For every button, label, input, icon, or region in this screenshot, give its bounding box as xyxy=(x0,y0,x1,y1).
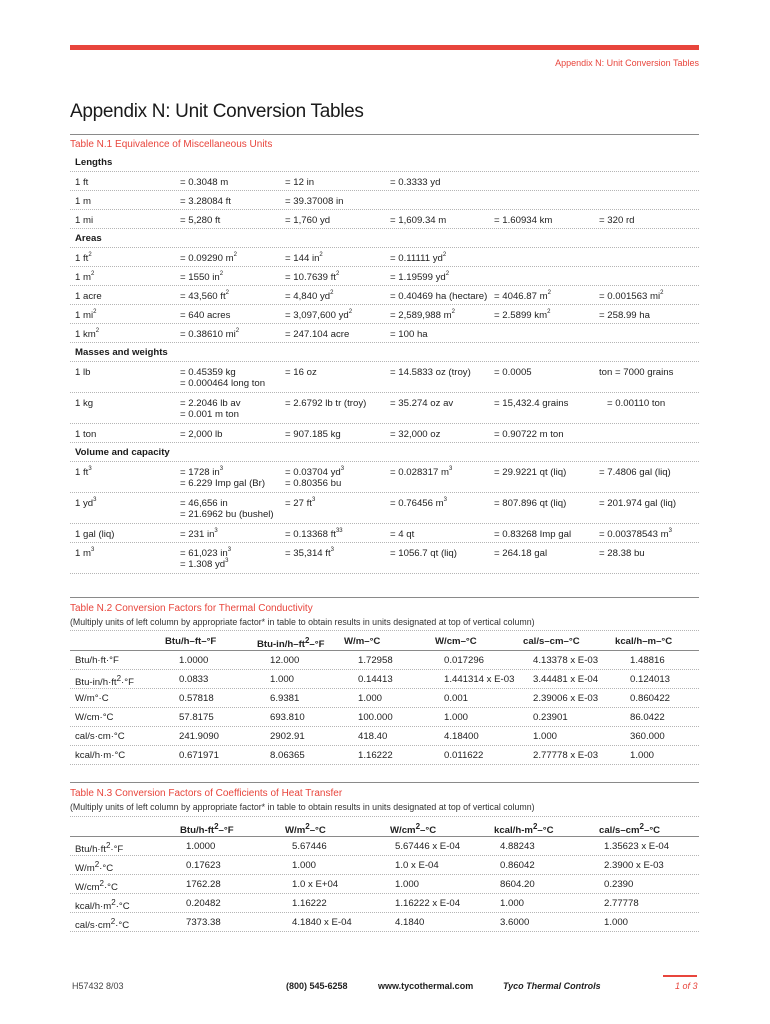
table-n1-cell-eq-2 xyxy=(285,498,315,509)
table-n2-cell: 0.671971 xyxy=(179,750,220,761)
table-n1-cell-line: = 320 rd xyxy=(599,215,635,226)
table-n1-cell-eq-1 xyxy=(180,196,231,207)
table-n1-cell-eq-1 xyxy=(180,253,237,264)
table-n3-row xyxy=(70,837,699,856)
table-n3-cell: 1.0 x E+04 xyxy=(292,879,339,890)
table-n3-row xyxy=(70,856,699,875)
table-n2-cell: 0.011622 xyxy=(444,750,484,761)
table-n2-row-label: Btu/h·ft·°F xyxy=(75,655,119,666)
table-n3-top-rule xyxy=(70,782,699,783)
table-n1-cell-line: = 0.13368 $ft^{33}$ xyxy=(285,527,343,540)
table-n1-cell-line: = 0.09290 $m^2$ xyxy=(180,251,237,264)
table-n1-cell-line: = 14.5833 oz (troy) xyxy=(390,367,471,378)
table-n3-cell: 4.88243 xyxy=(500,841,535,852)
table-n2-row xyxy=(70,651,699,670)
table-n1-cell-unit xyxy=(75,467,92,478)
table-n2-cell: 1.16222 xyxy=(358,750,393,761)
footer-doc-code: H57432 8/03 xyxy=(72,981,124,991)
table-n1-cell-eq-1 xyxy=(180,329,239,340)
table-n1-cell-eq-5 xyxy=(599,467,671,478)
table-n3-column-header: Btu/$h-ft^2-^\circ F$ xyxy=(180,822,234,837)
table-n1-cell-eq-3 xyxy=(390,253,446,264)
table-n3-row xyxy=(70,913,699,932)
table-n1-cell-line: = 201.974 gal (liq) xyxy=(599,498,677,509)
table-n2-cell: 1.0000 xyxy=(179,655,209,666)
table-n1-cell-eq-2 xyxy=(285,272,339,283)
table-n2-subtitle: (Multiply units of left column by appropriate factor* in table to obtain results in units designated at top of vertical column) xyxy=(70,617,535,627)
table-n1-cell-line: = 15,432.4 grains xyxy=(494,398,569,409)
table-n2-cell: 1.48816 xyxy=(630,655,665,666)
page-title: Appendix N: Unit Conversion Tables xyxy=(70,100,364,122)
table-n1-row xyxy=(70,191,699,210)
table-n3-cell: 4.1840 x E-04 xyxy=(292,917,352,928)
table-n1-cell-line: = 32,000 oz xyxy=(390,429,441,440)
table-n1-title: Table N.1 Equivalence of Miscellaneous Units xyxy=(70,139,273,150)
table-n3-cell: 2.77778 xyxy=(604,898,639,909)
table-n1-cell-line: = 231 $in^3$ xyxy=(180,527,218,540)
table-n1-cell-eq-2 xyxy=(285,253,323,264)
table-n2-row-label: W/m°·C xyxy=(75,693,109,704)
table-n1-cell-line: = 27 $ft^3$ xyxy=(285,496,316,509)
footer-accent-rule xyxy=(663,975,697,977)
table-n1-cell-eq-5 xyxy=(599,215,634,226)
table-n1-cell-eq-5 xyxy=(599,548,645,559)
table-n1-cell-eq-2 xyxy=(285,196,343,207)
table-n1-cell-line: = 6.229 Imp gal (Br) xyxy=(180,478,266,489)
table-n2-cell: 1.441314 x E-03 xyxy=(444,674,515,685)
table-n1-cell-line: = 0.90722 m ton xyxy=(494,429,564,440)
table-n3-cell: 1.0000 xyxy=(186,841,216,852)
table-n1-cell-eq-4 xyxy=(494,548,547,559)
table-n1-cell-line: = 5,280 ft xyxy=(180,215,221,226)
table-n3-column-header: kcal/$h-m^2-^\circ C$ xyxy=(494,822,554,837)
table-n1-cell-unit xyxy=(75,498,96,509)
table-n2-row-label: W/cm·°C xyxy=(75,712,114,723)
footer-company: Tyco Thermal Controls xyxy=(503,981,601,991)
table-n1-cell-line: = 1728 $in^3$ xyxy=(180,465,224,478)
table-n1-cell-line: = 1056.7 qt (liq) xyxy=(390,548,457,559)
table-n1-cell-eq-4 xyxy=(494,367,532,378)
table-n1-cell-eq-3 xyxy=(390,467,452,478)
table-n1-cell-eq-1 xyxy=(180,367,265,389)
table-n3-row-label: Btu/$h\cdot ft^2\cdot^\circ F$ xyxy=(75,841,124,856)
table-n1-cell-eq-4 xyxy=(494,429,564,440)
table-n1-cell-eq-3 xyxy=(390,291,487,302)
table-n1-cell-line: = 39.37008 in xyxy=(285,196,344,207)
table-n1-cell-eq-4 xyxy=(494,467,566,478)
table-n1-row xyxy=(70,210,699,229)
table-n2-column-header: W/m–°C xyxy=(344,636,381,647)
table-n1-cell-line: = 12 in xyxy=(285,177,315,188)
table-n3-cell: 1.16222 x E-04 xyxy=(395,898,461,909)
table-n2-cell: 0.124013 xyxy=(630,674,671,685)
table-n1-cell-unit xyxy=(75,548,94,559)
table-n1-cell-eq-1 xyxy=(180,398,241,420)
table-n1-cell-line: = 1.19599 $yd^2$ xyxy=(390,270,450,283)
table-n1-cell-eq-1 xyxy=(180,177,228,188)
table-n1-cell-line: = 21.6962 bu (bushel) xyxy=(180,509,274,520)
table-n1-cell-line: = 1550 $in^2$ xyxy=(180,270,224,283)
table-n1-cell-eq-4 xyxy=(494,529,571,540)
table-n1-cell-eq-2 xyxy=(285,329,349,340)
table-n1-cell-eq-1 xyxy=(180,291,229,302)
table-n3-column-header: cal/$s-cm^2-^\circ C$ xyxy=(599,822,661,837)
table-n1-cell-line: = 0.00110 ton xyxy=(599,398,666,409)
table-n1-row xyxy=(70,267,699,286)
footer-website[interactable]: www.tycothermal.com xyxy=(378,981,474,991)
table-n1-cell-line: = 0.001563 $mi^2$ xyxy=(599,289,664,302)
table-n3-row-label: $W/m^2\cdot^\circ C$ xyxy=(75,860,114,875)
table-n1-cell-eq-3 xyxy=(390,548,457,559)
table-n1-cell-line: 1 $mi^2$ xyxy=(75,308,97,321)
table-n1-cell-unit xyxy=(75,398,93,409)
table-n1-cell-unit xyxy=(75,253,92,264)
table-n1-cell-unit xyxy=(75,310,96,321)
table-n1-cell-line: 1 ft xyxy=(75,177,89,188)
table-n1-cell-line: = 640 acres xyxy=(180,310,231,321)
table-n2-cell: 1.000 xyxy=(533,731,558,742)
table-n3-cell: 3.6000 xyxy=(500,917,530,928)
table-n2-top-rule xyxy=(70,597,699,598)
table-n2-column-header: W/cm–°C xyxy=(435,636,477,647)
table-n1-row xyxy=(70,543,699,574)
table-n1-cell-line: = 1,609.34 m xyxy=(390,215,447,226)
table-n1-row xyxy=(70,393,699,424)
table-n1-cell-eq-2 xyxy=(285,177,314,188)
table-n1-cell-line: 1 kg xyxy=(75,398,94,409)
table-n3-row xyxy=(70,894,699,913)
table-n1-cell-eq-2 xyxy=(285,310,352,321)
table-n3-cell: 0.20482 xyxy=(186,898,221,909)
table-n2-row xyxy=(70,727,699,746)
footer-phone: (800) 545-6258 xyxy=(286,981,348,991)
table-n1-cell-unit xyxy=(75,177,88,188)
table-n2-cell: 2.77778 x E-03 xyxy=(533,750,599,761)
table-n1-cell-line: = 4 qt xyxy=(390,529,415,540)
table-n1-cell-line: 1 $ft^3$ xyxy=(75,465,92,478)
table-n1-cell-line: = 807.896 qt (liq) xyxy=(494,498,567,509)
table-n1-cell-line: 1 m xyxy=(75,196,91,207)
table-n1-cell-line: = 16 oz xyxy=(285,367,317,378)
table-n1-cell-line: = 61,023 $in^3$ xyxy=(180,546,232,559)
table-n2-row-label: Btu-$in/h\cdot ft^2\cdot^\circ F$ xyxy=(75,674,134,689)
table-n1-cell-unit xyxy=(75,196,91,207)
table-n2-cell: 8.06365 xyxy=(270,750,305,761)
table-n2-column-header: Btu/h–ft–°F xyxy=(165,636,217,647)
table-n1-cell-line: = 0.0005 xyxy=(494,367,532,378)
table-n1-cell-line: = 0.03704 $yd^3$ xyxy=(285,465,345,478)
header-accent-bar xyxy=(70,45,699,50)
table-n1-cell-line: = 0.83268 Imp gal xyxy=(494,529,572,540)
table-n1-cell-eq-5 xyxy=(599,367,673,378)
footer-page-number: 1 of 3 xyxy=(675,981,698,991)
table-n1-cell-line: = 258.99 ha xyxy=(599,310,650,321)
table-n3-cell: 2.3900 x E-03 xyxy=(604,860,664,871)
table-n2-cell: 1.000 xyxy=(270,674,295,685)
table-n1-cell-eq-5 xyxy=(599,310,650,321)
table-n2-cell: 2902.91 xyxy=(270,731,305,742)
table-n1-cell-line: = 264.18 gal xyxy=(494,548,548,559)
table-n1-cell-line: = 0.76456 $m^3$ xyxy=(390,496,447,509)
table-n1-row xyxy=(70,172,699,191)
table-n1-cell-eq-2 xyxy=(285,215,330,226)
table-n1-row xyxy=(70,286,699,305)
table-n2-cell: 1.72958 xyxy=(358,655,393,666)
table-n1-cell-eq-1 xyxy=(180,498,274,520)
table-n2-cell: 0.14413 xyxy=(358,674,393,685)
table-n1-cell-unit xyxy=(75,529,114,540)
table-n1-cell-line: = 43,560 $ft^2$ xyxy=(180,289,229,302)
table-n1-cell-unit xyxy=(75,215,93,226)
table-n2-cell: 57.8175 xyxy=(179,712,214,723)
table-n1-cell-eq-3 xyxy=(390,429,440,440)
table-n2-title: Table N.2 Conversion Factors for Thermal Conductivity xyxy=(70,603,313,614)
table-n1-cell-line: = 2.2046 lb av xyxy=(180,398,241,409)
table-n1-cell-line: = 0.028317 $m^3$ xyxy=(390,465,453,478)
table-n3-cell: 1.000 xyxy=(395,879,420,890)
table-n3-cell: 1.35623 x E-04 xyxy=(604,841,670,852)
table-n1-cell-line: 1 $m^2$ xyxy=(75,270,95,283)
table-n2-cell: 3.44481 x E-04 xyxy=(533,674,599,685)
table-n1-cell-line: = 2,589,988 $m^2$ xyxy=(390,308,455,321)
table-n1-row xyxy=(70,462,699,493)
table-n2-cell: 0.860422 xyxy=(630,693,671,704)
table-n1-cell-eq-3 xyxy=(390,215,446,226)
table-n1-category: Volume and capacity xyxy=(70,443,699,462)
table-n1-cell-eq-2 xyxy=(285,467,344,489)
table-n2-cell: 1.000 xyxy=(444,712,469,723)
table-n3-title: Table N.3 Conversion Factors of Coefficients of Heat Transfer xyxy=(70,788,343,799)
table-n1-cell-line: = 2,000 lb xyxy=(180,429,223,440)
table-n3-cell: 5.67446 x E-04 xyxy=(395,841,461,852)
table-n2-cell: 418.40 xyxy=(358,731,388,742)
table-n1-cell-eq-4 xyxy=(494,310,550,321)
table-n2-cell: 86.0422 xyxy=(630,712,665,723)
table-n3-cell: 1762.28 xyxy=(186,879,221,890)
table-n1-row xyxy=(70,424,699,443)
table-n1-cell-line: = 1,760 yd xyxy=(285,215,331,226)
table-n1-cell-line: 1 gal (liq) xyxy=(75,529,115,540)
table-n1 xyxy=(70,153,699,574)
table-n2-cell: 0.0833 xyxy=(179,674,209,685)
table-n1-cell-line: = 0.38610 $mi^2$ xyxy=(180,327,240,340)
table-n1-cell-line: = 4,840 $yd^2$ xyxy=(285,289,334,302)
table-n1-cell-line: 1 ton xyxy=(75,429,97,440)
table-n3-cell: 7373.38 xyxy=(186,917,221,928)
table-n1-cell-line: = 29.9221 qt (liq) xyxy=(494,467,567,478)
table-n1-cell-line: = 0.3048 m xyxy=(180,177,229,188)
table-n1-cell-line: = 10.7639 $ft^2$ xyxy=(285,270,340,283)
table-n1-cell-eq-5 xyxy=(599,291,663,302)
table-n3-row-label: $W/cm^2\cdot^\circ C$ xyxy=(75,879,118,894)
table-n1-cell-line: = 46,656 in xyxy=(180,498,228,509)
table-n1-cell-line: = 7.4806 gal (liq) xyxy=(599,467,671,478)
table-n1-cell-line: = 0.11111 $yd^2$ xyxy=(390,251,447,264)
table-n1-row xyxy=(70,248,699,267)
table-n1-cell-line: 1 mi xyxy=(75,215,94,226)
table-n1-cell-eq-3 xyxy=(390,498,447,509)
table-n1-cell-line: = 247.104 acre xyxy=(285,329,350,340)
table-n1-row xyxy=(70,305,699,324)
table-n1-cell-line: = 28.38 bu xyxy=(599,548,645,559)
table-n3-cell: 0.17623 xyxy=(186,860,221,871)
table-n3-row-label: cal/$s\cdot cm^2\cdot^\circ C$ xyxy=(75,917,130,932)
table-n1-top-rule xyxy=(70,134,699,135)
table-n1-cell-line: = 144 $in^2$ xyxy=(285,251,323,264)
table-n1-cell-eq-3 xyxy=(390,529,414,540)
table-n1-cell-line: = 3,097,600 $yd^2$ xyxy=(285,308,353,321)
table-n1-cell-line: = 0.001 m ton xyxy=(180,409,239,420)
table-n1-cell-eq-5 xyxy=(599,529,672,540)
table-n3-row-label: kcal/$h\cdot m^2\cdot^\circ C$ xyxy=(75,898,130,913)
table-n1-cell-eq-2 xyxy=(285,548,334,559)
table-n3-sub-rule xyxy=(70,816,699,817)
table-n1-cell-line: 1 acre xyxy=(75,291,102,302)
table-n3-column-header: $W/cm^2-^\circ C$ xyxy=(390,822,437,837)
table-n1-cell-eq-2 xyxy=(285,291,333,302)
table-n3-cell: 0.86042 xyxy=(500,860,535,871)
table-n1-cell-eq-2 xyxy=(285,529,343,540)
table-n1-cell-line: 1 $yd^3$ xyxy=(75,496,97,509)
table-n2-cell: 0.001 xyxy=(444,693,469,704)
table-n2-cell: 241.9090 xyxy=(179,731,220,742)
table-n1-cell-eq-1 xyxy=(180,215,220,226)
table-n1-cell-eq-4 xyxy=(494,398,568,409)
table-n1-category: Areas xyxy=(70,229,699,248)
table-n2 xyxy=(70,632,699,765)
table-n2-cell: 0.017296 xyxy=(444,655,485,666)
table-n2-column-header: Btu-$in/h-ft^2-^\circ F$ xyxy=(257,636,325,651)
table-n1-cell-line: = 2.6792 lb tr (troy) xyxy=(285,398,367,409)
table-n1-cell-eq-3 xyxy=(390,310,455,321)
table-n3-column-header: $W/m^2-^\circ C$ xyxy=(285,822,326,837)
table-n1-cell-line: = 100 ha xyxy=(390,329,428,340)
table-n3-row xyxy=(70,875,699,894)
table-n1-cell-line: = 2.5899 $km^2$ xyxy=(494,308,551,321)
table-n1-cell-eq-1 xyxy=(180,429,222,440)
table-n1-cell-line: = 1.60934 km xyxy=(494,215,553,226)
table-n2-cell: 0.57818 xyxy=(179,693,214,704)
table-n2-row xyxy=(70,708,699,727)
table-n2-cell: 12.000 xyxy=(270,655,300,666)
table-n1-cell-eq-1 xyxy=(180,529,218,540)
table-n1-cell-line: = 35.274 oz av xyxy=(390,398,454,409)
table-n1-cell-line: ton = 7000 grains xyxy=(599,367,674,378)
table-n1-cell-line: = 0.80356 bu xyxy=(285,478,342,489)
table-n1-cell-line: = 0.00378543 $m^3$ xyxy=(599,527,672,540)
table-n2-cell: 6.9381 xyxy=(270,693,300,704)
table-n3-cell: 5.67446 xyxy=(292,841,327,852)
table-n2-header-row xyxy=(70,632,699,651)
table-n3-cell: 1.000 xyxy=(292,860,317,871)
table-n2-row-label: kcal/h·m·°C xyxy=(75,750,126,761)
table-n2-cell: 360.000 xyxy=(630,731,665,742)
table-n1-cell-eq-1 xyxy=(180,272,223,283)
table-n1-cell-line: = 0.3333 yd xyxy=(390,177,441,188)
table-n2-cell: 100.000 xyxy=(358,712,393,723)
table-n1-row xyxy=(70,324,699,343)
table-n1-row xyxy=(70,524,699,543)
table-n1-cell-eq-1 xyxy=(180,310,230,321)
table-n3-header-row xyxy=(70,818,699,837)
table-n1-cell-unit xyxy=(75,429,96,440)
table-n1-cell-line: = 1.308 $yd^3$ xyxy=(180,557,229,570)
table-n3-cell: 1.000 xyxy=(604,917,629,928)
table-n1-cell-eq-2 xyxy=(285,398,366,409)
table-n1-cell-eq-3 xyxy=(390,398,453,409)
table-n1-cell-eq-4 xyxy=(494,498,566,509)
table-n1-cell-line: = 3.28084 ft xyxy=(180,196,231,207)
table-n1-cell-line: = 35,314 $ft^3$ xyxy=(285,546,334,559)
table-n1-cell-eq-3 xyxy=(390,329,428,340)
table-n1-cell-unit xyxy=(75,329,99,340)
table-n1-cell-unit xyxy=(75,291,102,302)
table-n3-cell: 1.16222 xyxy=(292,898,327,909)
table-n3 xyxy=(70,818,699,932)
table-n1-cell-line: = 4046.87 $m^2$ xyxy=(494,289,551,302)
table-n3-cell: 0.2390 xyxy=(604,879,634,890)
table-n1-cell-eq-5 xyxy=(599,498,676,509)
running-head: Appendix N: Unit Conversion Tables xyxy=(555,58,699,68)
table-n2-cell: 1.000 xyxy=(358,693,383,704)
table-n1-category: Masses and weights xyxy=(70,343,699,362)
table-n1-cell-eq-3 xyxy=(390,272,449,283)
table-n1-cell-eq-4 xyxy=(494,291,551,302)
table-n2-cell: 2.39006 x E-03 xyxy=(533,693,599,704)
table-n1-category: Lengths xyxy=(70,153,699,172)
table-n1-cell-unit xyxy=(75,367,90,378)
table-n1-cell-line: 1 $km^2$ xyxy=(75,327,100,340)
table-n1-cell-eq-2 xyxy=(285,367,317,378)
table-n2-cell: 4.18400 xyxy=(444,731,479,742)
table-n1-cell-eq-4 xyxy=(494,215,552,226)
table-n3-cell: 4.1840 xyxy=(395,917,425,928)
table-n1-cell-line: 1 $m^3$ xyxy=(75,546,95,559)
table-n2-column-header: kcal/h–m–°C xyxy=(615,636,673,647)
table-n2-sub-rule xyxy=(70,630,699,631)
table-n2-row xyxy=(70,746,699,765)
table-n2-cell: 1.000 xyxy=(630,750,655,761)
table-n1-cell-eq-1 xyxy=(180,467,265,489)
table-n3-cell: 1.000 xyxy=(500,898,525,909)
table-n3-subtitle: (Multiply units of left column by appropriate factor* in table to obtain results in units designated at top of vertical column) xyxy=(70,802,535,812)
table-n1-cell-line: = 0.000464 long ton xyxy=(180,378,266,389)
table-n1-cell-eq-5 xyxy=(599,398,665,409)
table-n1-cell-line: 1 lb xyxy=(75,367,91,378)
table-n3-cell: 8604.20 xyxy=(500,879,535,890)
table-n1-row xyxy=(70,493,699,524)
table-n1-cell-line: = 0.45359 kg xyxy=(180,367,236,378)
table-n2-cell: 0.23901 xyxy=(533,712,568,723)
table-n1-cell-line: = 0.40469 ha (hectare) xyxy=(390,291,488,302)
table-n1-row xyxy=(70,362,699,393)
table-n2-row xyxy=(70,670,699,689)
table-n1-cell-line: = 907.185 kg xyxy=(285,429,341,440)
table-n1-cell-eq-3 xyxy=(390,177,440,188)
table-n2-row-label: cal/s·cm·°C xyxy=(75,731,125,742)
table-n2-cell: 4.13378 x E-03 xyxy=(533,655,599,666)
table-n2-row xyxy=(70,689,699,708)
table-n1-cell-unit xyxy=(75,272,94,283)
table-n1-cell-eq-3 xyxy=(390,367,471,378)
table-n3-cell: 1.0 x E-04 xyxy=(395,860,439,871)
table-n1-cell-eq-2 xyxy=(285,429,341,440)
table-n2-cell: 693.810 xyxy=(270,712,305,723)
table-n1-cell-line: 1 $ft^2$ xyxy=(75,251,92,264)
table-n1-cell-eq-1 xyxy=(180,548,231,570)
table-n2-column-header: cal/s–cm–°C xyxy=(523,636,580,647)
